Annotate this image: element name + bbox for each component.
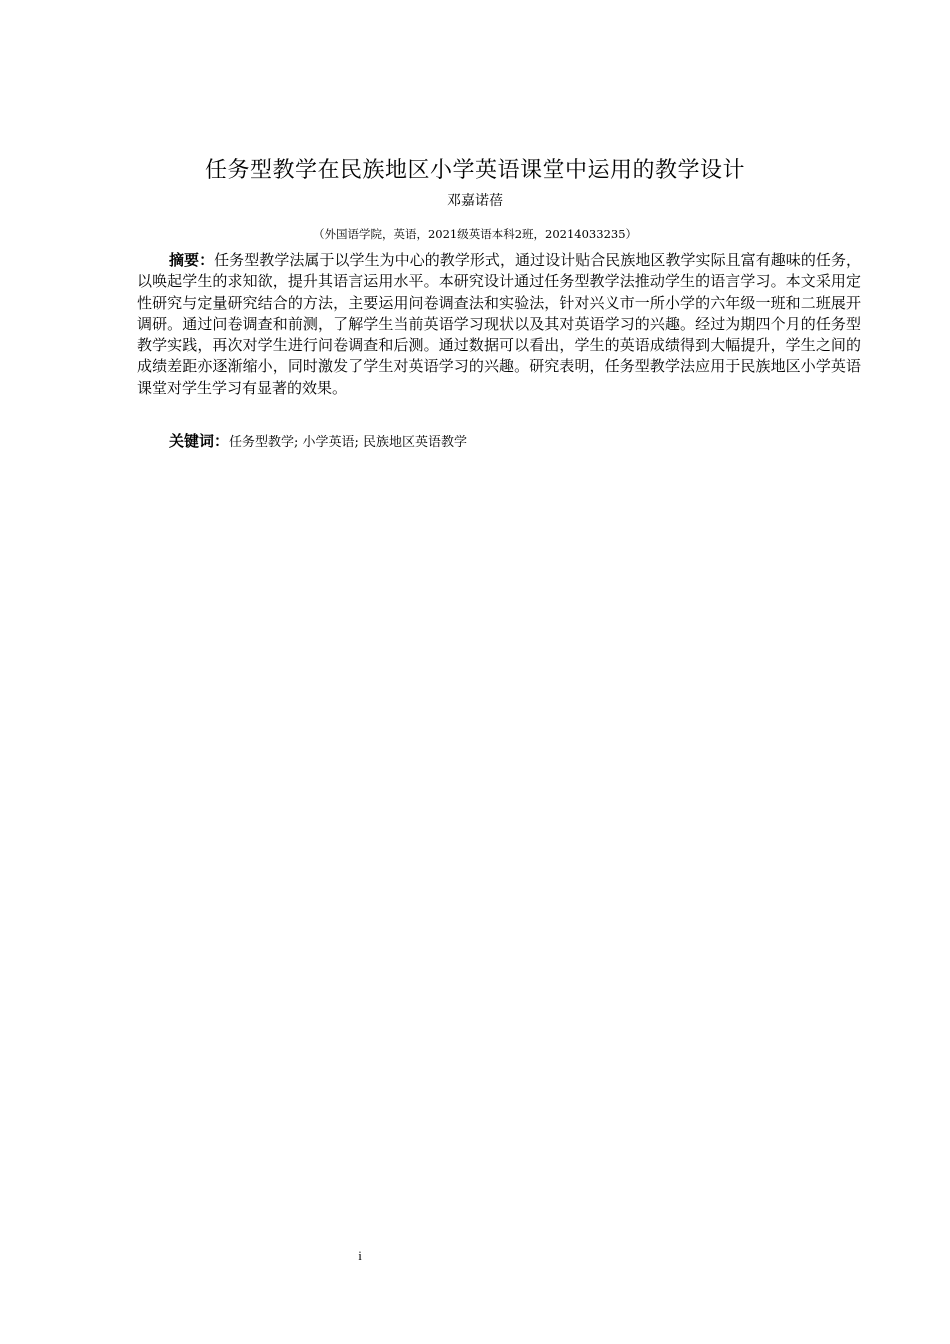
abstract-paragraph [137,250,861,399]
abstract-label: 摘要： [169,251,215,269]
paper-title: 任务型教学在民族地区小学英语课堂中运用的教学设计 [204,158,745,183]
page-number: i [358,1248,362,1263]
keywords-label: 关键词： [169,432,230,450]
abstract-text: 任务型教学法属于以学生为中心的教学形式，通过设计贴合民族地区教学实际且富有趣味的任务，以唤起学生的求知欲，提升其语言运用水平。本研究设计通过任务型教学法推动学生的语言学习。本文采用定性研究与定量研究结合的方法，主要运用问卷调查法和实验法，针对兴义市一所小学的六年级一班和二班展开调研。通过问卷调查和前测，了解学生当前英语学习现状以及其对英语学习的兴趣。经过为期四个月的任务型教学实践，再次对学生进行问卷调查和后测。通过数据可以看出，学生的英语成绩得到大幅提升，学生之间的成绩差距亦逐渐缩小，同时激发了学生对英语学习的兴趣。研究表明，任务型教学法应用于民族地区小学英语课堂对学生学习有显著的效果。 [137,251,861,397]
keywords-paragraph [137,431,861,453]
author-name: 邓嘉诺蓓 [447,193,503,209]
keywords-text: 任务型教学; 小学英语; 民族地区英语教学 [229,435,468,450]
author-affiliation: （外国语学院，英语，2021级英语本科2班，20214033235） [312,227,638,241]
